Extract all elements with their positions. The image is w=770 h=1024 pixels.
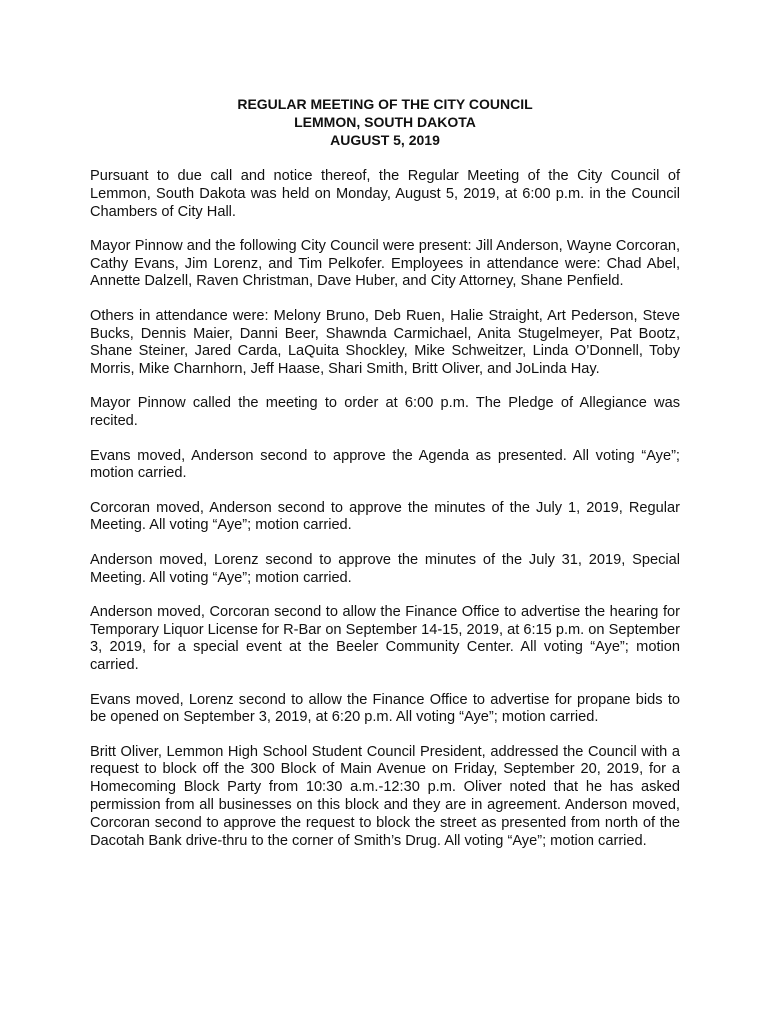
document-header [90, 95, 680, 149]
paragraph-block-party: Britt Oliver, Lemmon High School Student Council President, addressed the Council with a request to block off the 300 Block of Main Avenue on Friday, September 20, 2019, for a Homecoming Block Party from 10:30 a.m.-12:30 p.m. Oliver noted that he has asked permission from all businesses on this block and they are in agreement. Anderson moved, Corcoran second to approve the request to block the street as presented from north of the Dacotah Bank drive-thru to the corner of Smith’s Drug. All voting “Aye”; motion carried. [90, 743, 680, 849]
header-date: AUGUST 5, 2019 [330, 132, 440, 148]
document-page [90, 95, 680, 867]
paragraph-call-to-meeting: Pursuant to due call and notice thereof, the Regular Meeting of the City Council of Lemmon, South Dakota was held on Monday, August 5, 2019, at 6:00 p.m. in the Council Chambers of City Hall. [90, 168, 680, 220]
header-location: LEMMON, SOUTH DAKOTA [294, 114, 476, 130]
paragraph-agenda-motion: Evans moved, Anderson second to approve the Agenda as presented. All voting “Aye”; motion carried. [90, 447, 680, 482]
paragraph-liquor-license: Anderson moved, Corcoran second to allow the Finance Office to advertise the hearing for Temporary Liquor License for R-Bar on September 14-15, 2019, at 6:15 p.m. on September 3, 2019, for a special event at the Beeler Community Center. All voting “Aye”; motion carried. [90, 603, 680, 674]
paragraph-council-present: Mayor Pinnow and the following City Council were present: Jill Anderson, Wayne Corcoran, Cathy Evans, Jim Lorenz, and Tim Pelkofer. Employees in attendance were: Chad Abel, Annette Dalzell, Raven Christman, Dave Huber, and City Attorney, Shane Penfield. [90, 237, 680, 290]
paragraph-call-to-order: Mayor Pinnow called the meeting to order at 6:00 p.m. The Pledge of Allegiance was recited. [90, 395, 680, 430]
paragraph-july31-minutes: Anderson moved, Lorenz second to approve the minutes of the July 31, 2019, Special Meeting. All voting “Aye”; motion carried. [90, 551, 680, 586]
header-title: REGULAR MEETING OF THE CITY COUNCIL [237, 96, 533, 112]
paragraph-july1-minutes: Corcoran moved, Anderson second to approve the minutes of the July 1, 2019, Regular Meeting. All voting “Aye”; motion carried. [90, 499, 680, 534]
paragraph-others-attendance: Others in attendance were: Melony Bruno, Deb Ruen, Halie Straight, Art Pederson, Steve Bucks, Dennis Maier, Danni Beer, Shawnda Carmichael, Anita Stugelmeyer, Pat Bootz, Shane Steiner, Jared Carda, LaQuita Shockley, Mike Schweitzer, Linda O’Donnell, Toby Morris, Mike Charnhorn, Jeff Haase, Shari Smith, Britt Oliver, and JoLinda Hay. [90, 307, 680, 378]
paragraph-propane-bids: Evans moved, Lorenz second to allow the Finance Office to advertise for propane bids to be opened on September 3, 2019, at 6:20 p.m. All voting “Aye”; motion carried. [90, 691, 680, 726]
